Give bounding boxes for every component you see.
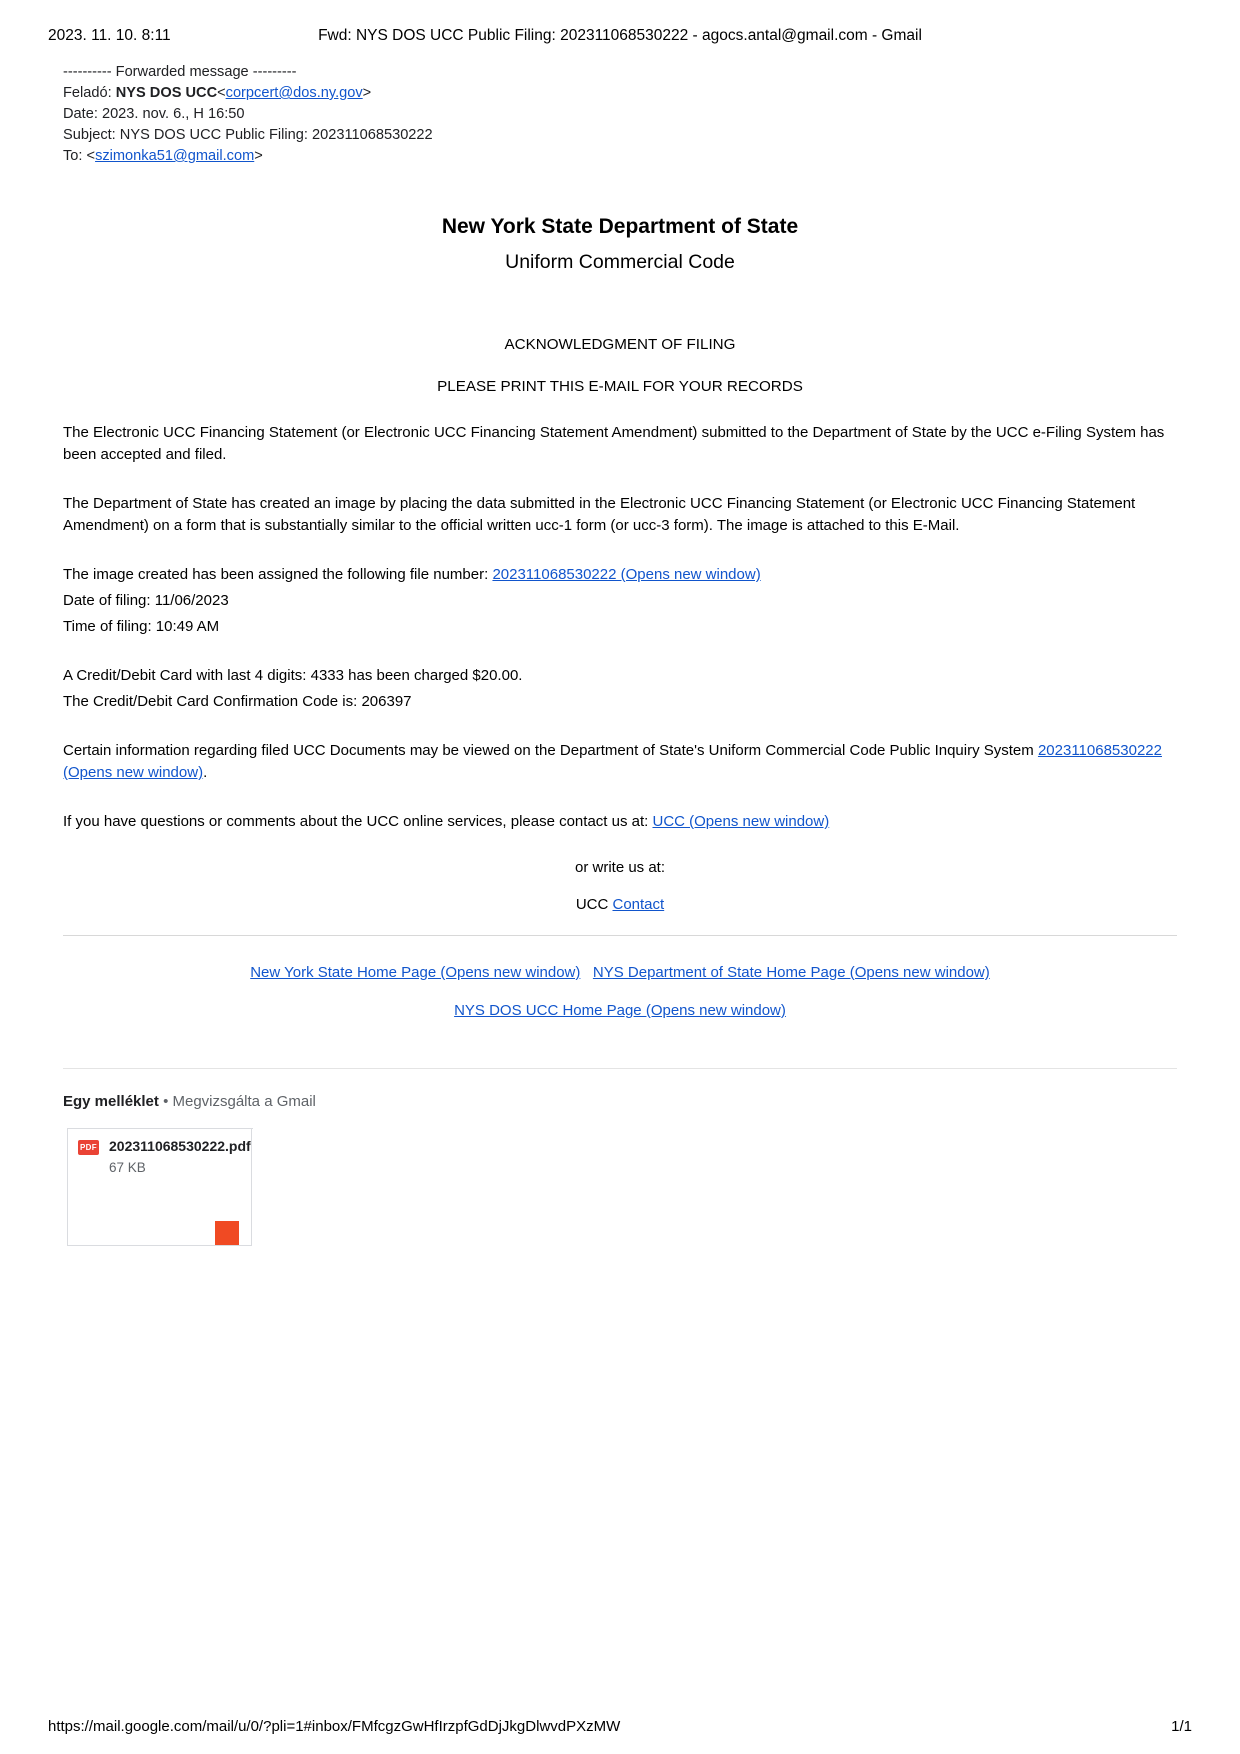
or-write-us: or write us at: [574, 859, 666, 876]
from-label: Feladó: [63, 85, 112, 101]
file-number-prefix: The image created has been assigned the following file number: [63, 566, 493, 583]
ucc-contact-link[interactable]: UCC (Opens new window) [652, 813, 830, 830]
to-bracket-close: > [254, 148, 263, 164]
letterhead-title: New York State Department of State [441, 215, 799, 238]
please-print-notice: PLEASE PRINT THIS E-MAIL FOR YOUR RECORDS [437, 378, 803, 395]
divider-attachments [63, 1068, 1177, 1069]
date-of-filing: Date of filing: 11/06/2023 [63, 592, 229, 609]
paragraph-accepted: The Electronic UCC Financing Statement (or Electronic UCC Financing Statement Amendment) submitted to the Department of State by the UCC e-Filing System has been accepted and filed. [63, 424, 1165, 463]
inquiry-period: . [203, 764, 208, 781]
page-number: 1/1 [1171, 1718, 1192, 1735]
email-body [63, 62, 1177, 1246]
footer-links-row-1 [63, 958, 1177, 988]
forwarded-to-row [63, 146, 1177, 167]
subject-label: Subject: [63, 127, 116, 143]
forwarded-subject-row [63, 125, 1177, 146]
attachment-card-top-border [68, 1128, 253, 1129]
acknowledgment-heading: ACKNOWLEDGMENT OF FILING [504, 336, 736, 353]
to-bracket-open: < [86, 148, 96, 164]
nys-dos-ucc-home-link[interactable]: NYS DOS UCC Home Page (Opens new window) [454, 1002, 786, 1019]
attachment-meta [109, 1138, 251, 1175]
forwarded-from-row [63, 83, 1177, 104]
contact-link[interactable]: Contact [612, 896, 665, 913]
attachment-info-row [78, 1138, 251, 1175]
page-url: https://mail.google.com/mail/u/0/?pli=1#inbox/FMfcgzGwHfIrzpfGdDjJkgDlwvdPXzMW [48, 1718, 621, 1735]
paragraph-image-created: The Department of State has created an image by placing the data submitted in the Electronic UCC Financing Statement (or Electronic UCC Financing Statement Amendment) on a form that is substantially similar to the official written ucc-1 form (or ucc-3 form). The image is attached to this E-Mail. [63, 495, 1136, 534]
pdf-icon: PDF [78, 1140, 99, 1155]
attachment-count-label: Egy melléklet [63, 1093, 159, 1110]
paragraph-file-number [63, 564, 1177, 586]
letterhead-subtitle: Uniform Commercial Code [505, 251, 735, 273]
from-name: NYS DOS UCC [115, 85, 218, 101]
footer-links-block [63, 958, 1177, 1026]
attachment-header [63, 1093, 1177, 1110]
attachment-file-size: 67 KB [109, 1160, 146, 1175]
credit-card-confirmation: The Credit/Debit Card Confirmation Code is: 206397 [63, 693, 412, 710]
date-value: 2023. nov. 6., H 16:50 [101, 106, 245, 122]
print-document-title: Fwd: NYS DOS UCC Public Filing: 202311068530222 - agocs.antal@gmail.com - Gmail [318, 27, 922, 44]
paragraph-public-inquiry [63, 740, 1177, 784]
print-timestamp: 2023. 11. 10. 8:11 [48, 27, 171, 44]
date-label: Date: [63, 106, 98, 122]
inquiry-text: Certain information regarding filed UCC Documents may be viewed on the Department of State's Uniform Commercial Code Public Inquiry System [63, 742, 1038, 759]
ucc-contact-line [63, 896, 1177, 913]
from-email-link[interactable]: corpcert@dos.ny.gov [225, 85, 363, 101]
attachment-scanned-label: • Megvizsgálta a Gmail [163, 1093, 316, 1110]
paragraph-questions [63, 811, 1177, 833]
to-label: To: [63, 148, 83, 164]
from-bracket-open: < [217, 85, 226, 101]
footer-links-row-2 [63, 996, 1177, 1026]
attachment-file-name: 202311068530222.pdf [109, 1138, 251, 1154]
questions-text: If you have questions or comments about the UCC online services, please contact us at: [63, 813, 653, 830]
time-of-filing: Time of filing: 10:49 AM [63, 618, 220, 635]
ny-state-home-link[interactable]: New York State Home Page (Opens new window) [250, 964, 581, 981]
subject-value: NYS DOS UCC Public Filing: 202311068530222 [119, 127, 433, 143]
to-email-link[interactable]: szimonka51@gmail.com [95, 148, 255, 164]
forwarded-header-block [63, 62, 1177, 167]
credit-card-charge: A Credit/Debit Card with last 4 digits: 4333 has been charged $20.00. [63, 667, 523, 684]
file-number-link[interactable]: 202311068530222 (Opens new window) [492, 566, 761, 583]
forwarded-date-row [63, 104, 1177, 125]
attachment-thumbnail-swatch [215, 1221, 239, 1245]
nys-dos-home-link[interactable]: NYS Department of State Home Page (Opens new window) [592, 964, 990, 981]
attachment-card[interactable] [67, 1128, 252, 1246]
forwarded-divider: ---------- Forwarded message --------- [63, 64, 297, 80]
ucc-label: UCC [575, 896, 613, 913]
divider-top [63, 935, 1177, 936]
from-bracket-close: > [362, 85, 372, 101]
public-inquiry-link[interactable]: 202311068530222 (Opens new window) [63, 742, 1162, 781]
